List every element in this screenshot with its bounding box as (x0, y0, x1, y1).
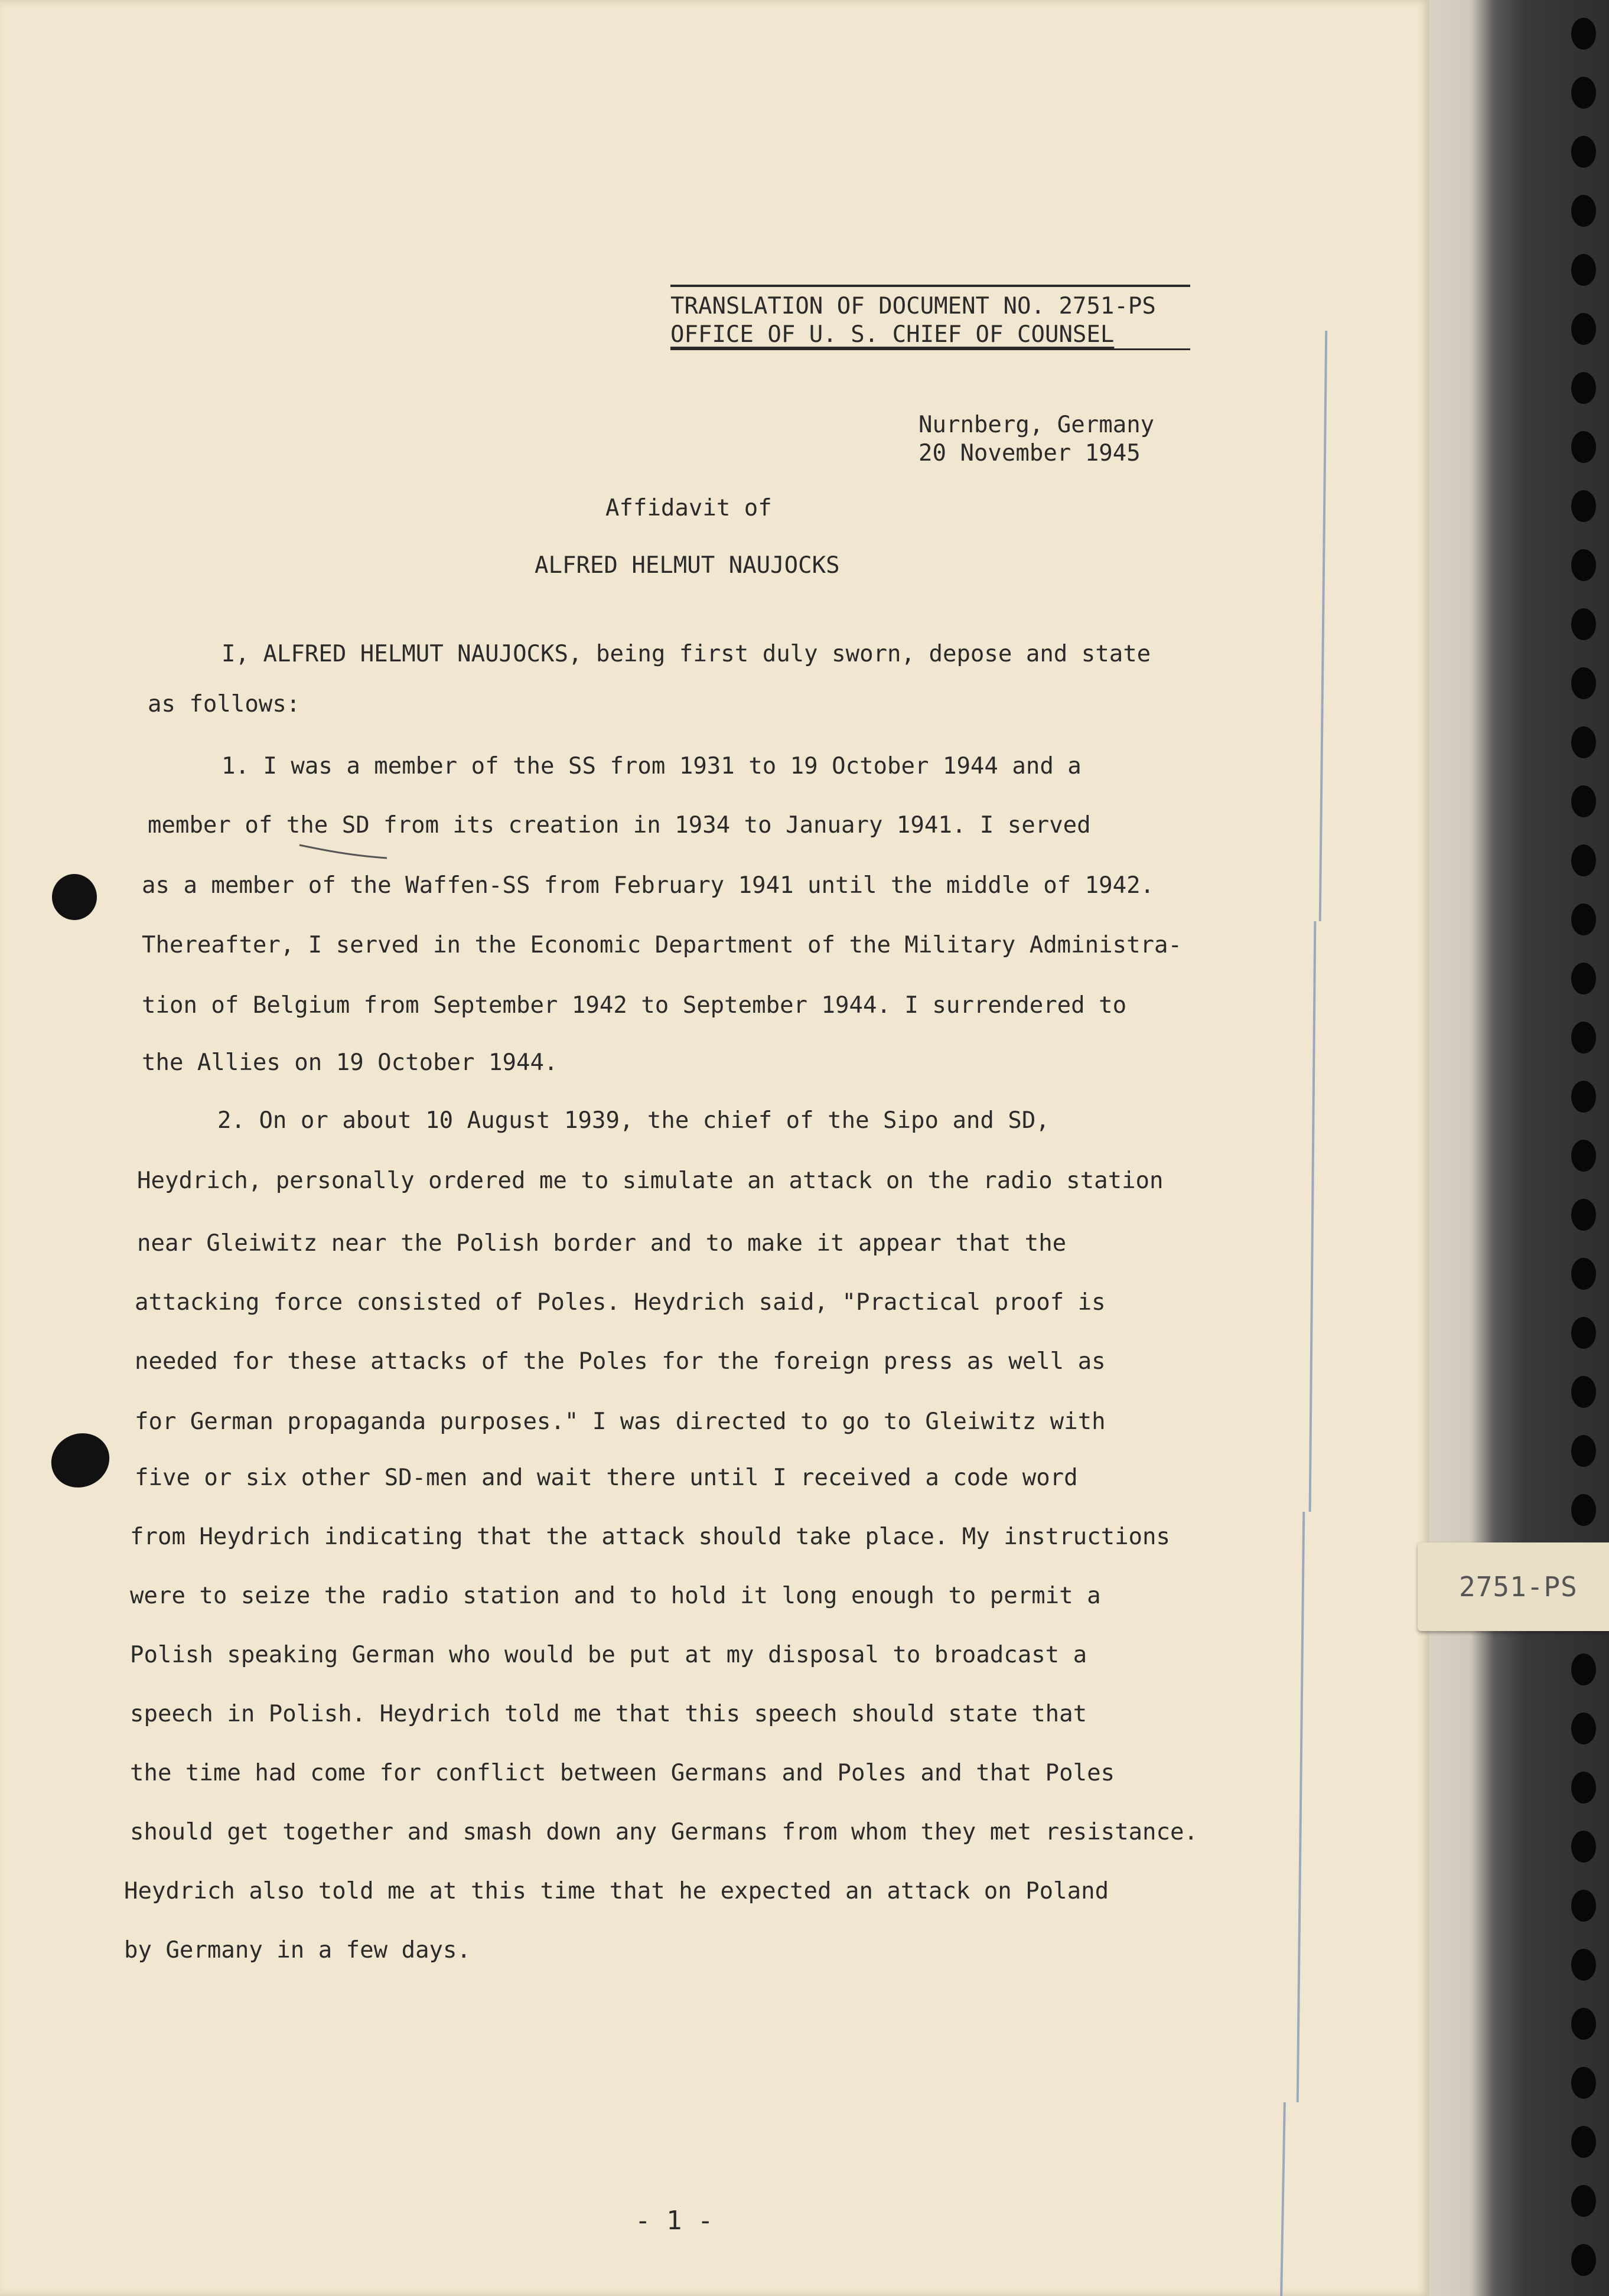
binder-hole (1571, 1376, 1596, 1408)
place-line: Nurnberg, Germany (919, 412, 1155, 438)
pencil-underline-mark (298, 842, 393, 865)
binder-hole (1571, 904, 1596, 935)
body-line: should get together and smash down any Germans from whom they met resistance. (130, 1819, 1198, 1845)
margin-pencil-line (1280, 2102, 1286, 2296)
body-line: near Gleiwitz near the Polish border and to make it appear that the (137, 1230, 1067, 1257)
body-line: 2. On or about 10 August 1939, the chief of the Sipo and SD, (217, 1107, 1050, 1134)
binder-hole (1571, 2008, 1596, 2040)
body-line: as follows: (148, 691, 301, 718)
office-line: OFFICE OF U. S. CHIEF OF COUNSEL (670, 321, 1115, 348)
body-line: Heydrich also told me at this time that he expected an attack on Poland (124, 1878, 1109, 1904)
body-line: for German propaganda purposes." I was directed to go to Gleiwitz with (135, 1408, 1106, 1435)
binder-hole (1571, 726, 1596, 758)
binder-hole (1571, 254, 1596, 286)
body-line: Polish speaking German who would be put at my disposal to broadcast a (130, 1642, 1087, 1668)
binder-hole (1571, 1653, 1596, 1685)
body-line: Heydrich, personally ordered me to simulate an attack on the radio station (137, 1167, 1164, 1194)
body-line: as a member of the Waffen-SS from February 1941 until the middle of 1942. (142, 872, 1155, 899)
binder-hole (1571, 431, 1596, 463)
body-line: needed for these attacks of the Poles for the foreign press as well as (135, 1348, 1106, 1375)
binder-hole (1571, 1140, 1596, 1172)
affiant-name: ALFRED HELMUT NAUJOCKS (535, 552, 840, 579)
margin-pencil-line (1309, 921, 1317, 1512)
binder-hole (1571, 313, 1596, 345)
binder-hole (1571, 2126, 1596, 2158)
translation-line: TRANSLATION OF DOCUMENT NO. 2751-PS (670, 293, 1156, 319)
binder-hole (1571, 1022, 1596, 1054)
body-line: attacking force consisted of Poles. Heydrich said, "Practical proof is (135, 1289, 1106, 1316)
header-bottom-rule (670, 348, 1190, 350)
binder-hole (1571, 844, 1596, 876)
binder-hole (1571, 1713, 1596, 1744)
binder-hole (1571, 785, 1596, 817)
binder-hole (1571, 77, 1596, 109)
page-number: - 1 - (635, 2206, 714, 2236)
binder-hole (1571, 490, 1596, 522)
punch-hole-mark (52, 874, 97, 920)
body-line: member of the SD from its creation in 1934 to January 1941. I served (148, 812, 1091, 839)
body-line: the Allies on 19 October 1944. (142, 1049, 558, 1076)
body-line: the time had come for conflict between Germans and Poles and that Poles (130, 1760, 1115, 1786)
body-line: 1. I was a member of the SS from 1931 to 19 October 1944 and a (222, 753, 1082, 780)
binder-hole (1571, 136, 1596, 168)
body-line: by Germany in a few days. (124, 1937, 471, 1964)
body-line: tion of Belgium from September 1942 to September 1944. I surrendered to (142, 992, 1127, 1019)
date-line: 20 November 1945 (919, 440, 1141, 467)
binder-hole (1571, 1890, 1596, 1922)
binder-hole (1571, 1435, 1596, 1467)
binder-hole (1571, 1831, 1596, 1863)
binder-hole (1571, 1494, 1596, 1526)
binder-hole (1571, 1317, 1596, 1349)
punch-hole-mark (43, 1424, 119, 1497)
binder-hole (1571, 2067, 1596, 2099)
binder-hole (1571, 2244, 1596, 2276)
tab-label: 2751-PS (1459, 1571, 1578, 1603)
affidavit-title: Affidavit of (605, 495, 772, 521)
binder-hole (1571, 1772, 1596, 1803)
binder-hole (1571, 667, 1596, 699)
body-line: speech in Polish. Heydrich told me that this speech should state that (130, 1701, 1087, 1727)
body-line: were to seize the radio station and to hold it long enough to permit a (130, 1583, 1101, 1609)
body-line: five or six other SD-men and wait there until I received a code word (135, 1465, 1078, 1491)
margin-pencil-line (1319, 331, 1327, 921)
binder-hole (1571, 195, 1596, 227)
binder-hole (1571, 2185, 1596, 2217)
binder-hole (1571, 18, 1596, 50)
body-line: from Heydrich indicating that the attack should take place. My instructions (130, 1524, 1170, 1550)
binder-hole (1571, 549, 1596, 581)
binder-hole (1571, 608, 1596, 640)
binder-hole (1571, 1199, 1596, 1231)
binder-hole (1571, 1081, 1596, 1113)
header-top-rule (670, 285, 1190, 287)
body-line: Thereafter, I served in the Economic Department of the Military Administra- (142, 932, 1182, 958)
document-index-tab[interactable] (1418, 1542, 1609, 1631)
binder-hole (1571, 1258, 1596, 1290)
binder-hole (1571, 372, 1596, 404)
margin-pencil-line (1297, 1512, 1305, 2102)
binder-hole (1571, 963, 1596, 994)
body-line: I, ALFRED HELMUT NAUJOCKS, being first duly sworn, depose and state (222, 641, 1151, 667)
binder-hole (1571, 1949, 1596, 1981)
